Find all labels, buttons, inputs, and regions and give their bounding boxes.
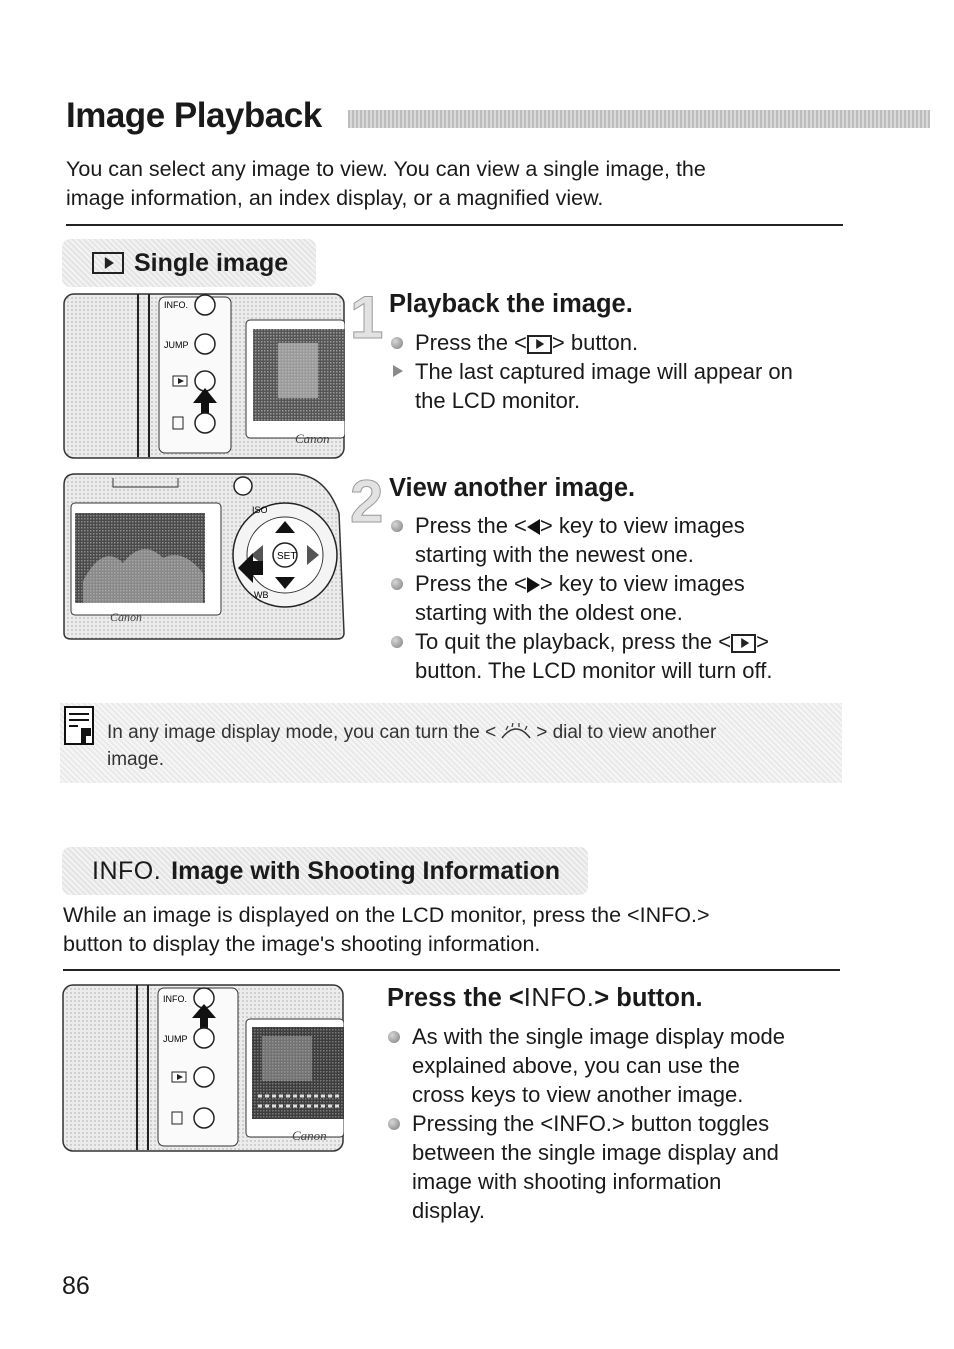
right-key-icon [527,577,540,593]
step-1-instructions [388,328,848,415]
page-title: Image Playback [66,96,322,135]
info-button-label: INFO. [163,994,187,1004]
section-divider [66,224,843,226]
title-bar-decoration [348,110,930,128]
iso-label: ISO [252,505,268,515]
list-item: Press the < > key to view images starting with the newest one. [388,511,848,569]
info-button-label: INFO. [639,903,697,927]
step-number: 2 [350,468,384,535]
shooting-info-instructions [385,1022,855,1225]
bullet-icon [391,636,403,648]
list-item: The last captured image will appear on the LCD monitor. [388,357,848,415]
jump-button-label: JUMP [164,340,189,350]
bullet-icon [391,578,403,590]
step-title: Press the <INFO.> button. [387,984,703,1012]
playback-button-icon [527,335,552,354]
list-item: To quit the playback, press the < > button. The LCD monitor will turn off. [388,627,848,685]
note-text: In any image display mode, you can turn the < > dial to view another image. [107,722,717,770]
list-item: Pressing the <INFO.> button toggles between the single image display and image with shooting information display. [385,1109,855,1225]
bullet-icon [391,520,403,532]
list-item: Press the < > button. [388,328,848,357]
section-heading-text: Image with Shooting Information [171,856,561,885]
info-button-label: INFO. [553,1111,612,1136]
main-dial-icon [496,722,536,740]
intro-paragraph [66,155,706,213]
intro-line: You can select any image to view. You can view a single image, the [66,157,706,181]
set-button-label: SET [277,551,297,562]
result-arrow-icon [393,365,403,377]
section-divider [63,969,840,971]
section-heading-single-image [62,239,316,287]
wb-label: WB [254,590,269,600]
step-title: View another image. [389,474,636,502]
brand-label: Canon [295,431,330,446]
jump-button-label: JUMP [163,1034,188,1044]
step-2-instructions [388,511,848,685]
brand-label: Canon [110,610,143,624]
info-button-label: INFO. [92,856,162,885]
bullet-icon [388,1031,400,1043]
shooting-info-intro: While an image is displayed on the LCD monitor, press the <INFO.> button to display the image's shooting information. [63,903,710,956]
section-heading-text: Single image [134,248,289,277]
camera-playback-button-illustration [63,293,345,459]
bullet-icon [388,1118,400,1130]
playback-button-icon [92,252,124,274]
left-key-icon [527,519,540,535]
intro-line: image information, an index display, or a magnified view. [66,186,604,210]
brand-label: Canon [292,1128,327,1143]
info-button-label: INFO. [523,984,595,1012]
list-item: Press the < > key to view images starting with the oldest one. [388,569,848,627]
list-item: As with the single image display mode explained above, you can use the cross keys to view another image. [385,1022,855,1109]
info-button-label: INFO. [164,300,188,310]
section-heading-shooting-info [62,847,588,895]
playback-button-icon [731,634,756,653]
note-icon [64,706,96,746]
bullet-icon [391,337,403,349]
step-title: Playback the image. [389,290,633,318]
camera-info-button-illustration [62,984,344,1154]
page-number: 86 [62,1272,90,1300]
camera-cross-keys-illustration [63,473,345,641]
step-number: 1 [350,284,384,351]
